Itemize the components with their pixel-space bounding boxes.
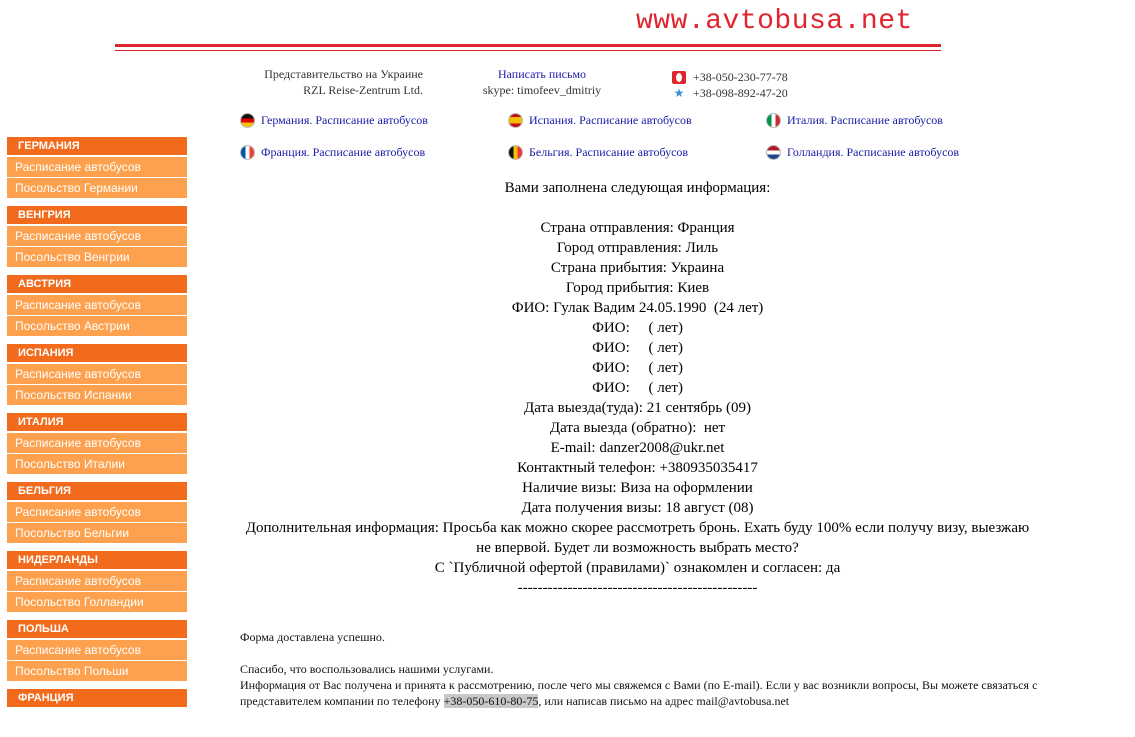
- mts-operator-icon: [672, 71, 686, 84]
- info-line: E-mail: danzer2008@ukr.net: [550, 440, 725, 456]
- info-divider: ------------------------------------------------: [517, 580, 758, 596]
- kyivstar-operator-icon: ★: [673, 85, 685, 100]
- phone-row-1: [672, 69, 788, 85]
- spain-flag-icon: [508, 113, 523, 128]
- netherlands-flag-icon: [766, 145, 781, 160]
- info-line: Дата выезда(туда): 21 сентябрь (09): [524, 400, 751, 416]
- sidebar-group-italy: [7, 413, 187, 474]
- sidebar-country-heading: ИСПАНИЯ: [7, 344, 187, 363]
- phone-number-2: +38-098-892-47-20: [693, 86, 788, 100]
- info-line: ФИО: ( лет): [592, 360, 683, 376]
- sidebar-country-heading: ПОЛЬША: [7, 620, 187, 639]
- sidebar-country-heading: ВЕНГРИЯ: [7, 206, 187, 225]
- sidebar-embassy-link[interactable]: Посольство Испании: [7, 384, 187, 405]
- site-title: www.avtobusa.net: [636, 6, 913, 37]
- contact-message-text: Информация от Вас получена и принята к рассмотрению, после чего мы свяжемся с Вами (по E-mail). Если у вас возникли вопросы, Вы можете связаться с представителем компании по телефону: [240, 678, 1038, 708]
- sidebar-schedule-link[interactable]: Расписание автобусов: [7, 570, 187, 591]
- germany-schedule-link[interactable]: [240, 112, 428, 128]
- info-line: Город отправления: Лиль: [556, 240, 719, 256]
- thanks-message: Спасибо, что воспользовались нашими услугами.: [240, 662, 494, 676]
- info-line: ФИО: ( лет): [592, 380, 683, 396]
- sidebar-country-heading: НИДЕРЛАНДЫ: [7, 551, 187, 570]
- info-line: ФИО: ( лет): [592, 320, 683, 336]
- sidebar-schedule-link[interactable]: Расписание автобусов: [7, 156, 187, 177]
- sidebar-group-spain: [7, 344, 187, 405]
- sidebar-menu: [7, 137, 187, 716]
- rep-company: RZL Reise-Zentrum Ltd.: [303, 83, 423, 97]
- france-flag-icon: [240, 145, 255, 160]
- link-label: Франция. Расписание автобусов: [261, 144, 426, 159]
- header-rule-thick: [115, 44, 941, 47]
- sidebar-group-netherlands: [7, 551, 187, 612]
- sidebar-group-poland: [7, 620, 187, 681]
- info-additional: Дополнительная информация: Просьба как можно скорее рассмотреть бронь. Ехать буду 100% если получу визу, выезжаю не впервой. Будет ли возможность выбрать место?: [245, 520, 1030, 556]
- contact-mail: [478, 66, 606, 98]
- info-agreement: С `Публичной офертой (правилами)` ознакомлен и согласен: да: [434, 560, 841, 576]
- sidebar-country-heading[interactable]: ФРАНЦИЯ: [7, 689, 187, 708]
- sidebar-embassy-link[interactable]: Посольство Бельгии: [7, 522, 187, 543]
- sidebar-embassy-link[interactable]: Посольство Польши: [7, 660, 187, 681]
- sidebar-embassy-link[interactable]: Посольство Италии: [7, 453, 187, 474]
- skype-id: skype: timofeev_dmitriy: [482, 83, 602, 97]
- confirmation-footer: [240, 629, 1070, 709]
- link-label: Германия. Расписание автобусов: [261, 112, 428, 127]
- info-line: ФИО: Гулак Вадим 24.05.1990 (24 лет): [511, 300, 764, 316]
- sidebar-group-france: [7, 689, 187, 708]
- belgium-flag-icon: [508, 145, 523, 160]
- info-line: Город прибытия: Киев: [565, 280, 710, 296]
- sidebar-schedule-link[interactable]: Расписание автобусов: [7, 294, 187, 315]
- sidebar-schedule-link[interactable]: Расписание автобусов: [7, 363, 187, 384]
- info-line: Дата выезда (обратно): нет: [549, 420, 726, 436]
- sidebar-embassy-link[interactable]: Посольство Австрии: [7, 315, 187, 336]
- sidebar-group-hungary: [7, 206, 187, 267]
- representation-info: [248, 66, 423, 98]
- info-line: Контактный телефон: +380935035417: [517, 460, 758, 476]
- link-label: Голландия. Расписание автобусов: [787, 144, 960, 159]
- sidebar-schedule-link[interactable]: Расписание автобусов: [7, 225, 187, 246]
- contact-phone: +38-050-610-80-75: [443, 694, 539, 708]
- phone-row-2: [672, 85, 788, 101]
- contact-message-tail: , или написав письмо на адрес mail@avtobusa.net: [538, 694, 790, 708]
- sidebar-schedule-link[interactable]: Расписание автобусов: [7, 501, 187, 522]
- header-rule-thin: [115, 50, 941, 51]
- info-line: ФИО: ( лет): [592, 340, 683, 356]
- info-intro: Вами заполнена следующая информация:: [504, 180, 771, 196]
- info-line: Наличие визы: Виза на оформлении: [522, 480, 753, 496]
- italy-schedule-link[interactable]: [766, 112, 943, 128]
- sidebar-embassy-link[interactable]: Посольство Венгрии: [7, 246, 187, 267]
- success-message: Форма доставлена успешно.: [240, 630, 385, 644]
- submitted-info: [240, 178, 1035, 598]
- link-label: Бельгия. Расписание автобусов: [529, 144, 689, 159]
- info-line: Дата получения визы: 18 август (08): [521, 500, 754, 516]
- spain-schedule-link[interactable]: [508, 112, 692, 128]
- france-schedule-link[interactable]: [240, 144, 425, 160]
- italy-flag-icon: [766, 113, 781, 128]
- link-label: Италия. Расписание автобусов: [787, 112, 943, 127]
- contact-message: [240, 677, 1070, 709]
- sidebar-schedule-link[interactable]: Расписание автобусов: [7, 639, 187, 660]
- sidebar-country-heading: АВСТРИЯ: [7, 275, 187, 294]
- sidebar-schedule-link[interactable]: Расписание автобусов: [7, 432, 187, 453]
- rep-title: Представительство на Украине: [264, 67, 423, 81]
- netherlands-schedule-link[interactable]: [766, 144, 959, 160]
- link-label: Испания. Расписание автобусов: [529, 112, 692, 127]
- sidebar-group-germany: [7, 137, 187, 198]
- germany-flag-icon: [240, 113, 255, 128]
- info-line: Страна прибытия: Украина: [550, 260, 725, 276]
- phone-number-1: +38-050-230-77-78: [693, 70, 788, 84]
- belgium-schedule-link[interactable]: [508, 144, 688, 160]
- sidebar-country-heading: БЕЛЬГИЯ: [7, 482, 187, 501]
- write-letter-link[interactable]: Написать письмо: [497, 67, 587, 81]
- sidebar-group-austria: [7, 275, 187, 336]
- phone-list: [672, 69, 788, 101]
- info-line: Страна отправления: Франция: [540, 220, 735, 236]
- sidebar-country-heading: ИТАЛИЯ: [7, 413, 187, 432]
- sidebar-embassy-link[interactable]: Посольство Голландии: [7, 591, 187, 612]
- sidebar-embassy-link[interactable]: Посольство Германии: [7, 177, 187, 198]
- sidebar-country-heading: ГЕРМАНИЯ: [7, 137, 187, 156]
- sidebar-group-belgium: [7, 482, 187, 543]
